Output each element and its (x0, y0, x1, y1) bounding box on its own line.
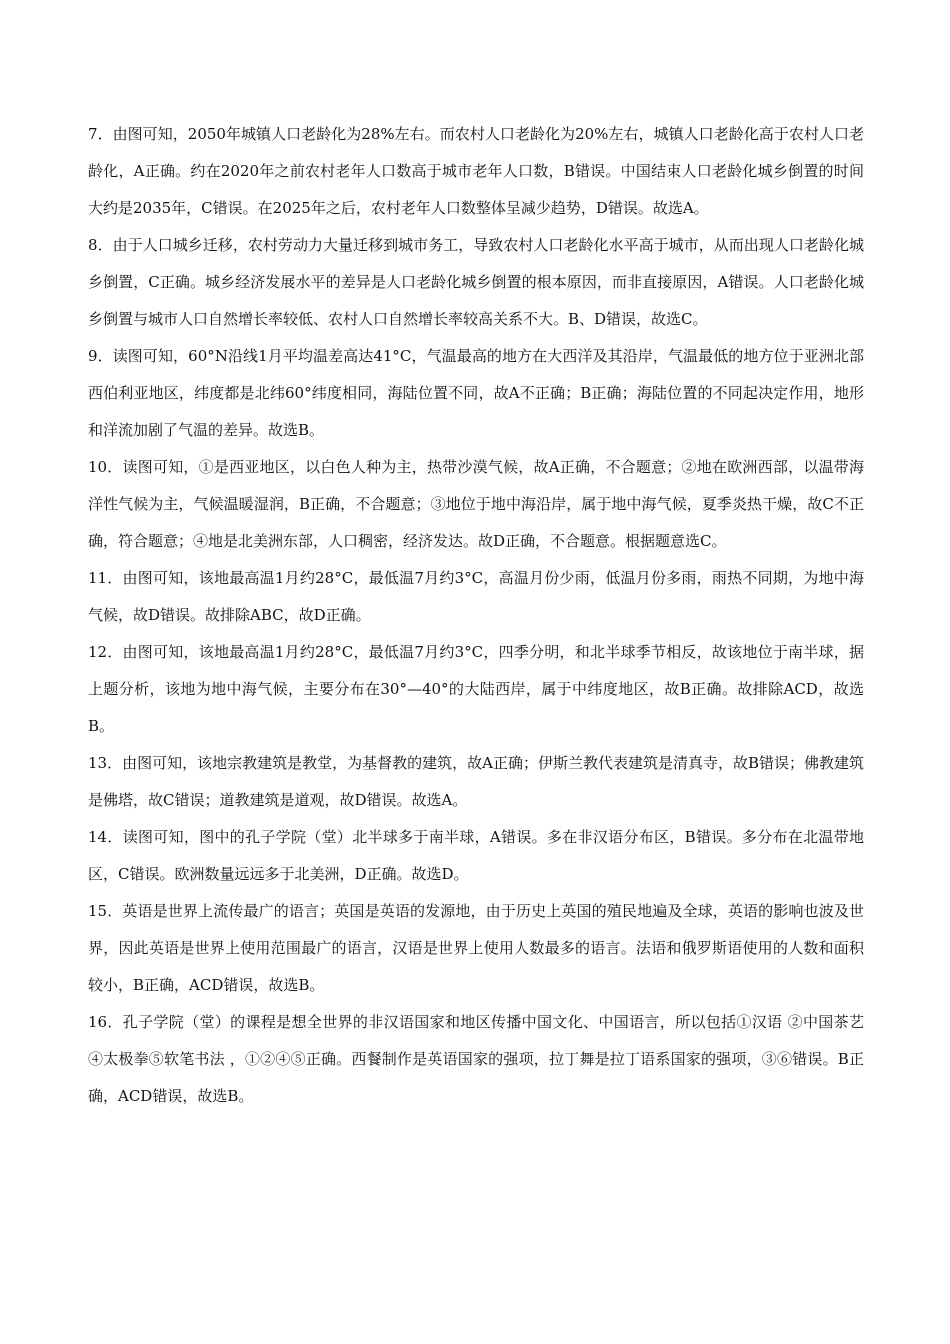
answer-7: 7．由图可知，2050年城镇人口老龄化为28%左右。而农村人口老龄化为20%左右，城镇人口老龄化高于农村人口老龄化，A正确。约在2020年之前农村老年人口数高于城市老年人口数，B错误。中国结束人口老龄化城乡倒置的时间大约是2035年，C错误。在2025年之后，农村老年人口数整体呈减少趋势，D错误。故选A。 (88, 125, 864, 217)
answer-13: 13．由图可知，该地宗教建筑是教堂，为基督教的建筑，故A正确；伊斯兰教代表建筑是清真寺，故B错误；佛教建筑是佛塔，故C错误；道教建筑是道观，故D错误。故选A。 (88, 754, 864, 809)
answer-14: 14．读图可知，图中的孔子学院（堂）北半球多于南半球，A错误。多在非汉语分布区，B错误。多分布在北温带地区，C错误。欧洲数量远远多于北美洲，D正确。故选D。 (88, 828, 864, 883)
answer-16: 16．孔子学院（堂）的课程是想全世界的非汉语国家和地区传播中国文化、中国语言，所以包括①汉语 ②中国茶艺 ④太极拳⑤软笔书法 ，①②④⑤正确。西餐制作是英语国家的强项，拉丁舞是拉丁语系国家的强项，③⑥错误。B正确，ACD错误，故选B。 (88, 1013, 864, 1105)
answer-explanations (88, 116, 864, 1115)
answer-11: 11．由图可知，该地最高温1月约28°C，最低温7月约3°C，高温月份少雨，低温月份多雨，雨热不同期，为地中海气候，故D错误。故排除ABC，故D正确。 (88, 569, 864, 624)
answer-12: 12．由图可知，该地最高温1月约28°C，最低温7月约3°C，四季分明，和北半球季节相反，故该地位于南半球，据上题分析，该地为地中海气候，主要分布在30°—40°的大陆西岸，属于中纬度地区，故B正确。故排除ACD，故选B。 (88, 643, 864, 735)
answer-10: 10．读图可知，①是西亚地区，以白色人种为主，热带沙漠气候，故A正确，不合题意；②地在欧洲西部，以温带海洋性气候为主，气候温暖湿润，B正确，不合题意；③地位于地中海沿岸，属于地中海气候，夏季炎热干燥，故C不正确，符合题意；④地是北美洲东部，人口稠密，经济发达。故D正确，不合题意。根据题意选C。 (88, 458, 864, 550)
answer-9: 9．读图可知，60°N沿线1月平均温差高达41°C，气温最高的地方在大西洋及其沿岸，气温最低的地方位于亚洲北部西伯利亚地区，纬度都是北纬60°纬度相同，海陆位置不同，故A不正确；B正确；海陆位置的不同起决定作用，地形和洋流加剧了气温的差异。故选B。 (88, 347, 864, 439)
answer-15: 15．英语是世界上流传最广的语言；英国是英语的发源地，由于历史上英国的殖民地遍及全球，英语的影响也波及世界，因此英语是世界上使用范围最广的语言，汉语是世界上使用人数最多的语言。法语和俄罗斯语使用的人数和面积较小，B正确，ACD错误，故选B。 (88, 902, 864, 994)
answer-8: 8．由于人口城乡迁移，农村劳动力大量迁移到城市务工，导致农村人口老龄化水平高于城市，从而出现人口老龄化城乡倒置，C正确。城乡经济发展水平的差异是人口老龄化城乡倒置的根本原因，而非直接原因，A错误。人口老龄化城乡倒置与城市人口自然增长率较低、农村人口自然增长率较高关系不大。B、D错误，故选C。 (88, 236, 864, 328)
